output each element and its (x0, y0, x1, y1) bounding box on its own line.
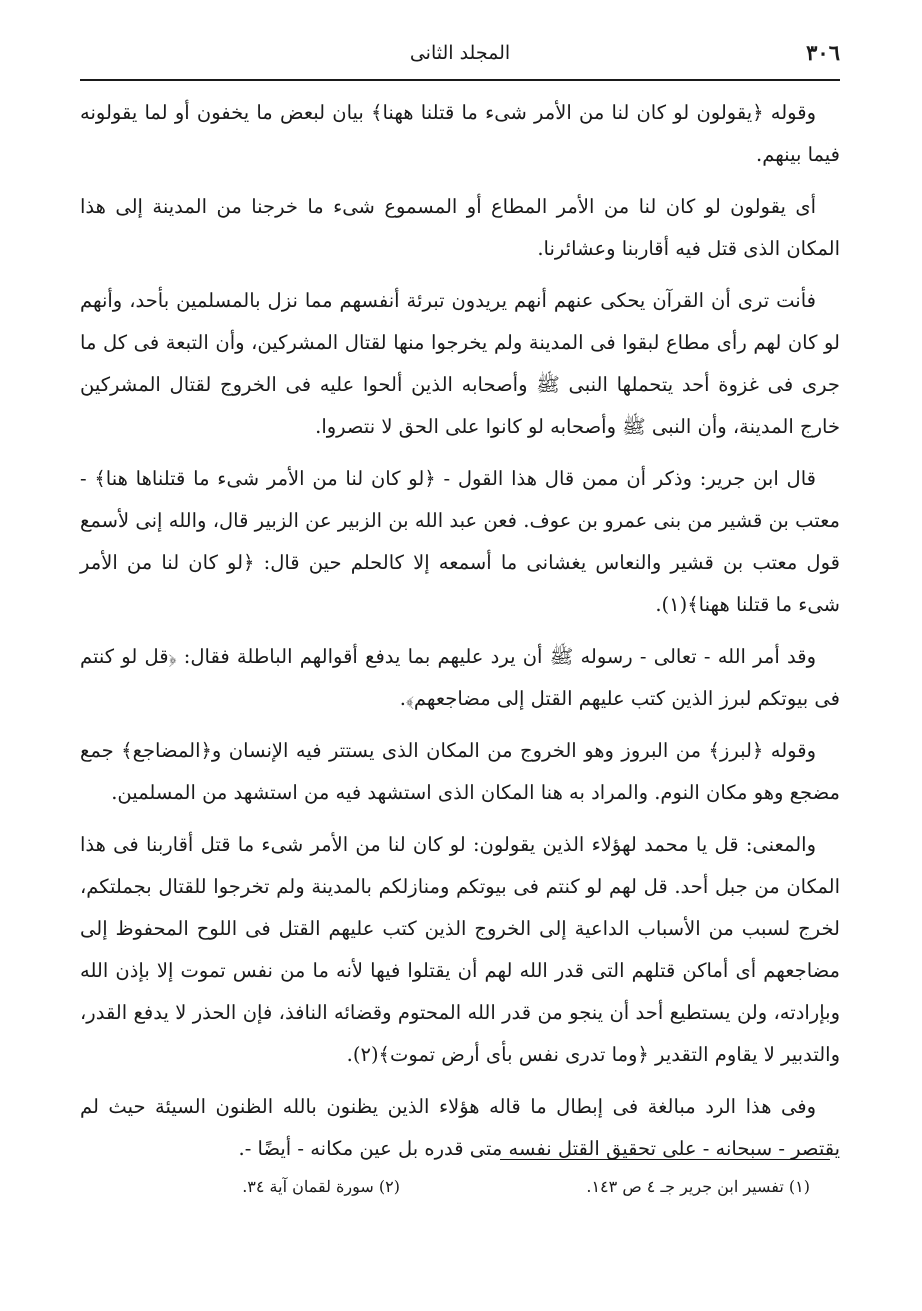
paragraph: وقوله ﴿يقولون لو كان لنا من الأمر شىء ما قتلنا ههنا﴾ بيان لبعض ما يخفون أو لما يقولونه فيما بينهم. (80, 101, 840, 166)
paragraph: فأنت ترى أن القرآن يحكى عنهم أنهم يريدون تبرئة أنفسهم مما نزل بالمسلمين بأحد، وأنهم لو كان لهم رأى مطاع لبقوا فى المدينة ولم يخرجوا منها لقتال المشركين، وأن التبعة فى كل ما جرى فى غزوة أحد يتحملها النبى ﷺ وأصحابه الذين ألحوا عليه فى الخروج لقتال المشركين خارج المدينة، وأن النبى ﷺ وأصحابه لو كانوا على الحق لا نتصروا. (80, 289, 840, 438)
footnote-separator (500, 1159, 830, 1160)
header-rule (80, 79, 840, 81)
footnote-2: (٢) سورة لقمان آية ٣٤. (242, 1177, 400, 1196)
page-number: ٣٠٦ (806, 40, 840, 65)
footnote-1: (١) تفسير ابن جرير جـ ٤ ص ١٤٣. (586, 1177, 810, 1196)
running-title: المجلد الثانى (409, 42, 511, 64)
paragraph: قال ابن جرير: وذكر أن ممن قال هذا القول - ﴿لو كان لنا من الأمر شىء ما قتلناها هنا﴾ - معتب بن قشير من بنى عمرو بن عوف. فعن عبد الله بن الزبير عن الزبير قال، والله إنى لأسمع قول معتب بن قشير والنعاس يغشانى ما أسمعه إلا كالحلم حين قال: ﴿لو كان لنا من الأمر شىء ما قتلنا ههنا﴾(١). (80, 467, 840, 616)
paragraph: وقوله ﴿لبرز﴾ من البروز وهو الخروج من المكان الذى يستتر فيه الإنسان و﴿المضاجع﴾ جمع مضجع وهو مكان النوم. والمراد به هنا المكان الذى استشهد فيه من استشهد من المسلمين. (80, 739, 840, 804)
paragraph: وقد أمر الله - تعالى - رسوله ﷺ أن يرد عليهم بما يدفع أقوالهم الباطلة فقال: ﴿قل لو كنتم فى بيوتكم لبرز الذين كتب عليهم القتل إلى مضاجعهم﴾. (80, 645, 840, 710)
main-text (80, 92, 840, 1180)
paragraph: والمعنى: قل يا محمد لهؤلاء الذين يقولون: لو كان لنا من الأمر شىء ما قتل أقاربنا فى هذا المكان من جبل أحد. قل لهم لو كنتم فى بيوتكم ومنازلكم بالمدينة ولم تخرجوا للقتال بجملتكم، لخرج لسبب من الأسباب الداعية إلى الخروج الذين كتب عليهم القتل فى اللوح المحفوظ إلى مضاجعهم أى أماكن قتلهم التى قدر الله لهم أن يقتلوا فيها لأنه ما من نفس تموت إلا بإذن الله وبإرادته، ولن يستطيع أحد أن ينجو من قدر الله المحتوم وقضائه النافذ، فإن الحذر لا يدفع القدر، والتدبير لا يقاوم التقدير ﴿وما تدرى نفس بأى أرض تموت﴾(٢). (80, 833, 840, 1066)
page-header (80, 38, 840, 78)
paragraph: وفى هذا الرد مبالغة فى إبطال ما قاله هؤلاء الذين يظنون بالله الظنون السيئة حيث لم يقتصر - سبحانه - على تحقيق القتل نفسه متى قدره بل عين مكانه - أيضًا -. (80, 1095, 840, 1160)
paragraph: أى يقولون لو كان لنا من الأمر المطاع أو المسموع شىء ما خرجنا من المدينة إلى هذا المكان الذى قتل فيه أقاربنا وعشائرنا. (80, 195, 840, 260)
